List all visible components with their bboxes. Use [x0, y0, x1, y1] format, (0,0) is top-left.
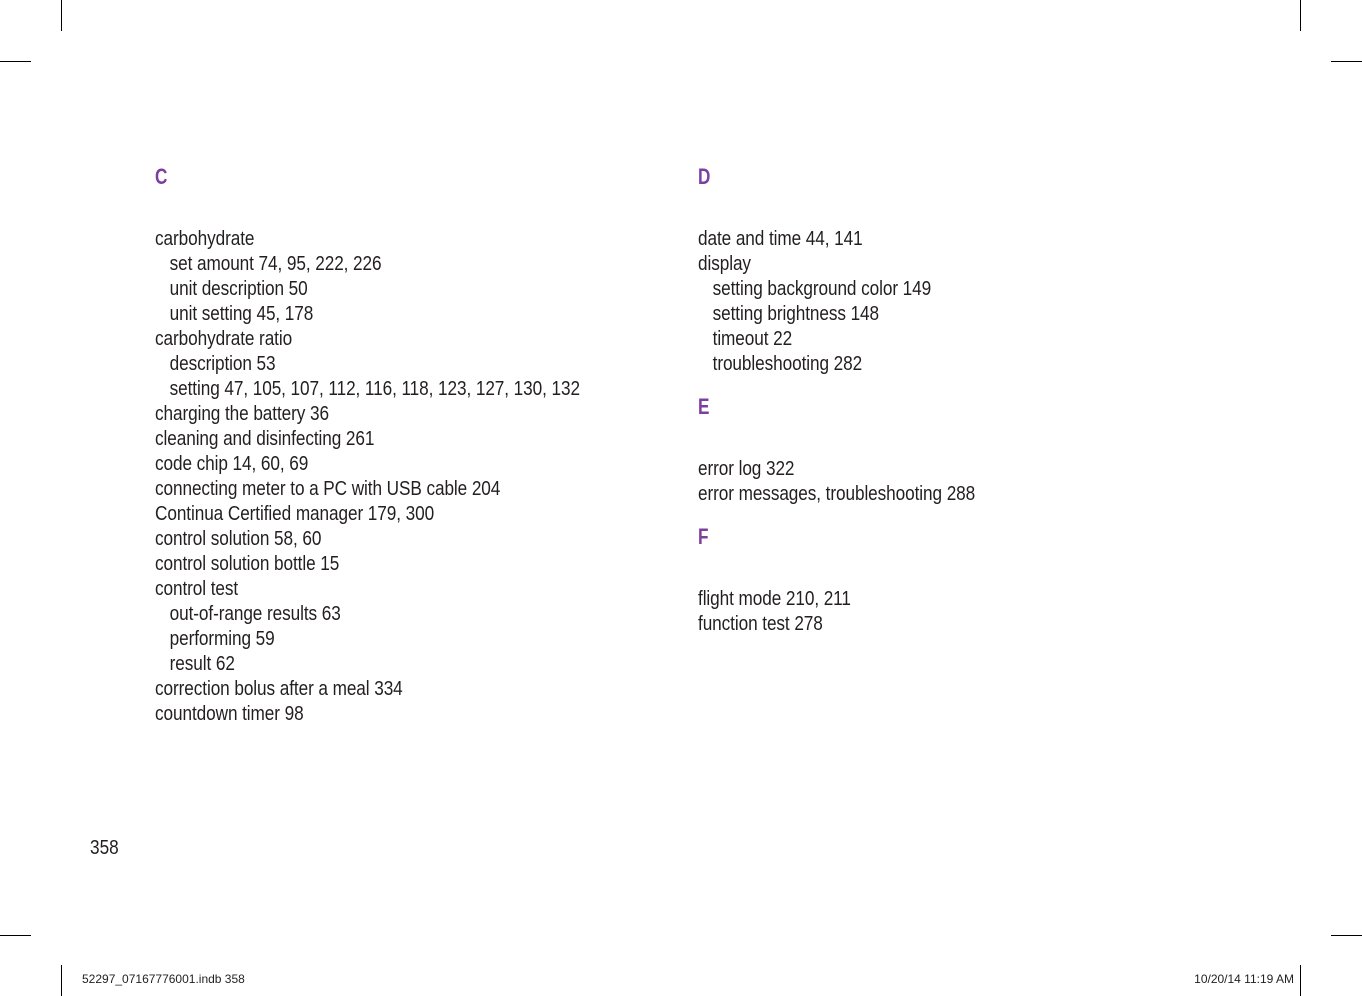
- index-section-e: [698, 394, 1258, 507]
- section-letter: F: [698, 524, 709, 549]
- section-letter: D: [698, 164, 711, 189]
- index-subentry: setting 47, 105, 107, 112, 116, 118, 123, 127, 130, 132: [169, 378, 580, 400]
- crop-mark: [0, 61, 31, 62]
- index-entry: error messages, troubleshooting 288: [698, 483, 976, 505]
- index-subentry: result 62: [169, 653, 235, 675]
- print-slug-file: 52297_07167776001.indb 358: [82, 972, 245, 986]
- index-entry: correction bolus after a meal 334: [155, 678, 403, 700]
- section-letter: E: [698, 394, 710, 419]
- index-section-d: [698, 164, 1258, 377]
- crop-mark: [0, 935, 31, 936]
- index-subentry: unit setting 45, 178: [169, 303, 314, 325]
- index-subentry: setting brightness 148: [712, 303, 880, 325]
- index-entry: carbohydrate: [155, 228, 255, 250]
- index-entry: error log 322: [698, 458, 795, 480]
- crop-mark: [1300, 0, 1301, 31]
- index-entry: control solution bottle 15: [155, 553, 340, 575]
- crop-mark: [1300, 965, 1301, 996]
- print-slug-date: 10/20/14 11:19 AM: [1194, 972, 1294, 986]
- page-number: 358: [90, 837, 119, 859]
- index-entry: date and time 44, 141: [698, 228, 863, 250]
- index-entry: function test 278: [698, 613, 823, 635]
- index-entry: flight mode 210, 211: [698, 588, 851, 610]
- index-entries: [698, 457, 1258, 507]
- index-entry: display: [698, 253, 751, 275]
- index-entry: control test: [155, 578, 239, 600]
- index-subentry: set amount 74, 95, 222, 226: [169, 253, 382, 275]
- index-entries: [698, 587, 1258, 637]
- index-entry: Continua Certified manager 179, 300: [155, 503, 435, 525]
- index-entries: [698, 227, 1258, 377]
- index-section-f: [698, 524, 1258, 637]
- index-subentry: unit description 50: [169, 278, 308, 300]
- index-entry: connecting meter to a PC with USB cable 204: [155, 478, 501, 500]
- index-subentry: timeout 22: [712, 328, 793, 350]
- section-letter: C: [155, 164, 168, 189]
- index-entry: carbohydrate ratio: [155, 328, 293, 350]
- index-entries: [155, 227, 655, 727]
- index-entry: control solution 58, 60: [155, 528, 322, 550]
- index-subentry: performing 59: [169, 628, 275, 650]
- index-entry: countdown timer 98: [155, 703, 304, 725]
- index-section-c: [155, 164, 655, 727]
- index-column-right: [698, 160, 1258, 637]
- crop-mark: [1331, 935, 1362, 936]
- index-column-left: [155, 160, 655, 727]
- index-subentry: out-of-range results 63: [169, 603, 341, 625]
- crop-mark: [1331, 61, 1362, 62]
- index-subentry: troubleshooting 282: [712, 353, 863, 375]
- index-entry: charging the battery 36: [155, 403, 329, 425]
- index-subentry: description 53: [169, 353, 276, 375]
- index-entry: code chip 14, 60, 69: [155, 453, 309, 475]
- index-entry: cleaning and disinfecting 261: [155, 428, 375, 450]
- crop-mark: [61, 0, 62, 31]
- crop-mark: [61, 965, 62, 996]
- index-subentry: setting background color 149: [712, 278, 932, 300]
